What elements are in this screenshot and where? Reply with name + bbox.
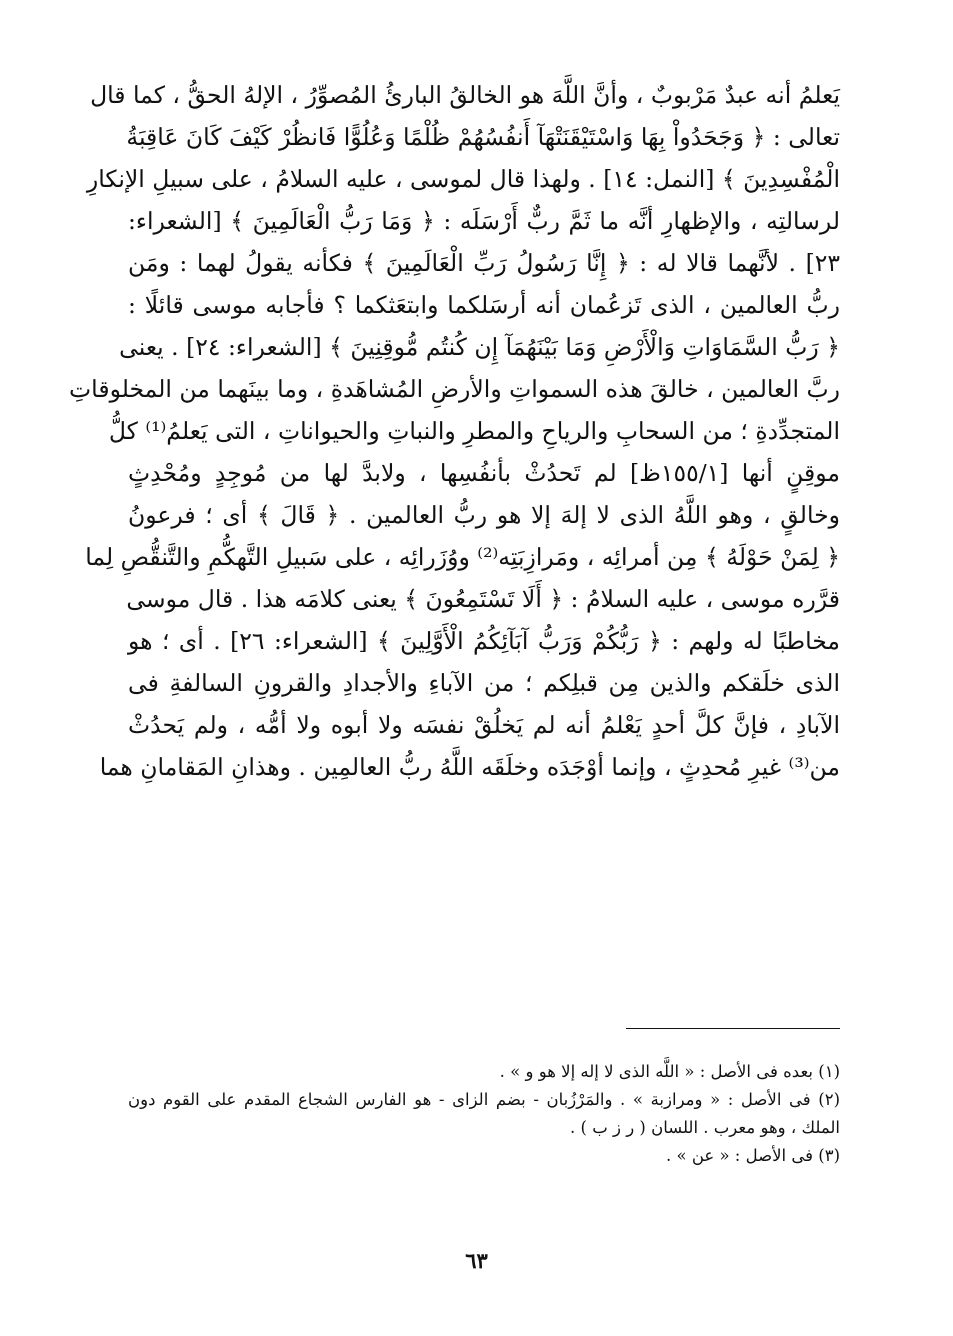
footnotes (128, 1058, 840, 1170)
text-line: ﴿ رَبُّ السَّمَاوَاتِ وَالْأَرْضِ وَمَا بَيْنَهُمَآ إِن كُنتُم مُّوقِنِينَ ﴾ [الشعراء: ٢٤] . يعنى (119, 333, 840, 361)
text-line: ﴿ لِمَنْ حَوْلَهُ ﴾ مِن أمرائِه ، ومَرازِبَتِه⁽²⁾ ووُزَرائِه ، على سَبيلِ التَّهكُّمِ والتَّنقُّصِ لِما (85, 543, 840, 571)
text-line: الذى خلَقكم والذين مِن قبلِكم ؛ من الآباءِ والأجدادِ والقرونِ السالفةِ فى (128, 669, 840, 697)
text-line: يَعلمُ أنه عبدٌ مَرْبوبٌ ، وأنَّ اللَّهَ هو الخالقُ البارئُ المُصوِّرُ ، الإلهُ الحقُّ ، كما قال (90, 81, 840, 109)
text-line: من⁽³⁾ غيرِ مُحدِثٍ ، وإنما أوْجَدَه وخلَقَه اللَّهُ ربُّ العالمِين . وهذانِ المَقامانِ هما (99, 753, 840, 781)
text-line: مخاطبًا له ولهم : ﴿ رَبُّكُمْ وَرَبُّ آبَآئِكُمُ الْأَوَّلِينَ ﴾ [الشعراء: ٢٦] . أى ؛ هو (128, 627, 840, 655)
footnote: (٢) فى الأصل : « ومرازبة » . والمَرْزُبان - بضم الزاى - هو الفارس الشجاع المقدم على القوم دون (128, 1090, 840, 1109)
text-line: لرسالتِه ، والإظهارِ أنَّه ما ثَمَّ ربٌّ أَرْسَلَه : ﴿ وَمَا رَبُّ الْعَالَمِينَ ﴾ [الشعراء: (128, 207, 840, 235)
text-line: الآبادِ ، فإنَّ كلَّ أحدٍ يَعْلمُ أنه لم يَخلُقْ نفسَه ولا أبوه ولا أمُّه ، ولم يَحدُثْ (128, 711, 840, 739)
page-number: ٦٣ (465, 1248, 488, 1273)
text-line: قرَّره موسى ، عليه السلامُ : ﴿ أَلَا تَسْتَمِعُونَ ﴾ يعنى كلامَه هذا . قال موسى (126, 585, 840, 613)
text-line: تعالى : ﴿ وَجَحَدُواْ بِهَا وَاسْتَيْقَنَتْهَآ أَنفُسُهُمْ ظُلْمًا وَعُلُوًّا فَانظُرْ كَيْفَ كَانَ عَاقِبَةُ (126, 123, 840, 151)
footnote: (٣) فى الأصل : « عن » . (665, 1146, 840, 1165)
text-line: ربُّ العالمين ، الذى تَزعُمان أنه أرسَلكما وابتعَثكما ؟ فأجابه موسى قائلًا : (128, 291, 840, 319)
text-line: وخالقٍ ، وهو اللَّهُ الذى لا إلهَ إلا هو ربُّ العالمين . ﴿ قَالَ ﴾ أى ؛ فرعونُ (128, 501, 840, 529)
text-line: ٢٣] . لأنَّهما قالا له : ﴿ إِنَّا رَسُولُ رَبِّ الْعَالَمِينَ ﴾ فكأنه يقولُ لهما : ومَن (128, 249, 840, 277)
footnote-continuation: الملك ، وهو معرب . اللسان ( ر ز ب ) . (570, 1118, 840, 1137)
main-text (69, 74, 840, 788)
footnote-separator (626, 1028, 840, 1029)
text-line: الْمُفْسِدِينَ ﴾ [النمل: ١٤] . ولهذا قال لموسى ، عليه السلامُ ، على سبيلِ الإنكارِ (86, 165, 840, 193)
text-line: موقِنٍ أنها [١٥٥/١ظ] لم تَحدُثْ بأنفُسِها ، ولابدَّ لها من مُوجِدٍ ومُحْدِثٍ (128, 459, 840, 487)
text-line: المتجدِّدةِ ؛ من السحابِ والرياحِ والمطرِ والنباتِ والحيواناتِ ، التى يَعلمُ⁽¹⁾ كلُّ (108, 417, 840, 445)
text-line: ربَّ العالمين ، خالقَ هذه السمواتِ والأرضِ المُشاهَدةِ ، وما بينَهما من المخلوقاتِ (69, 375, 840, 403)
footnote: (١) بعده فى الأصل : « اللَّه الذى لا إله إلا هو و » . (499, 1062, 840, 1081)
